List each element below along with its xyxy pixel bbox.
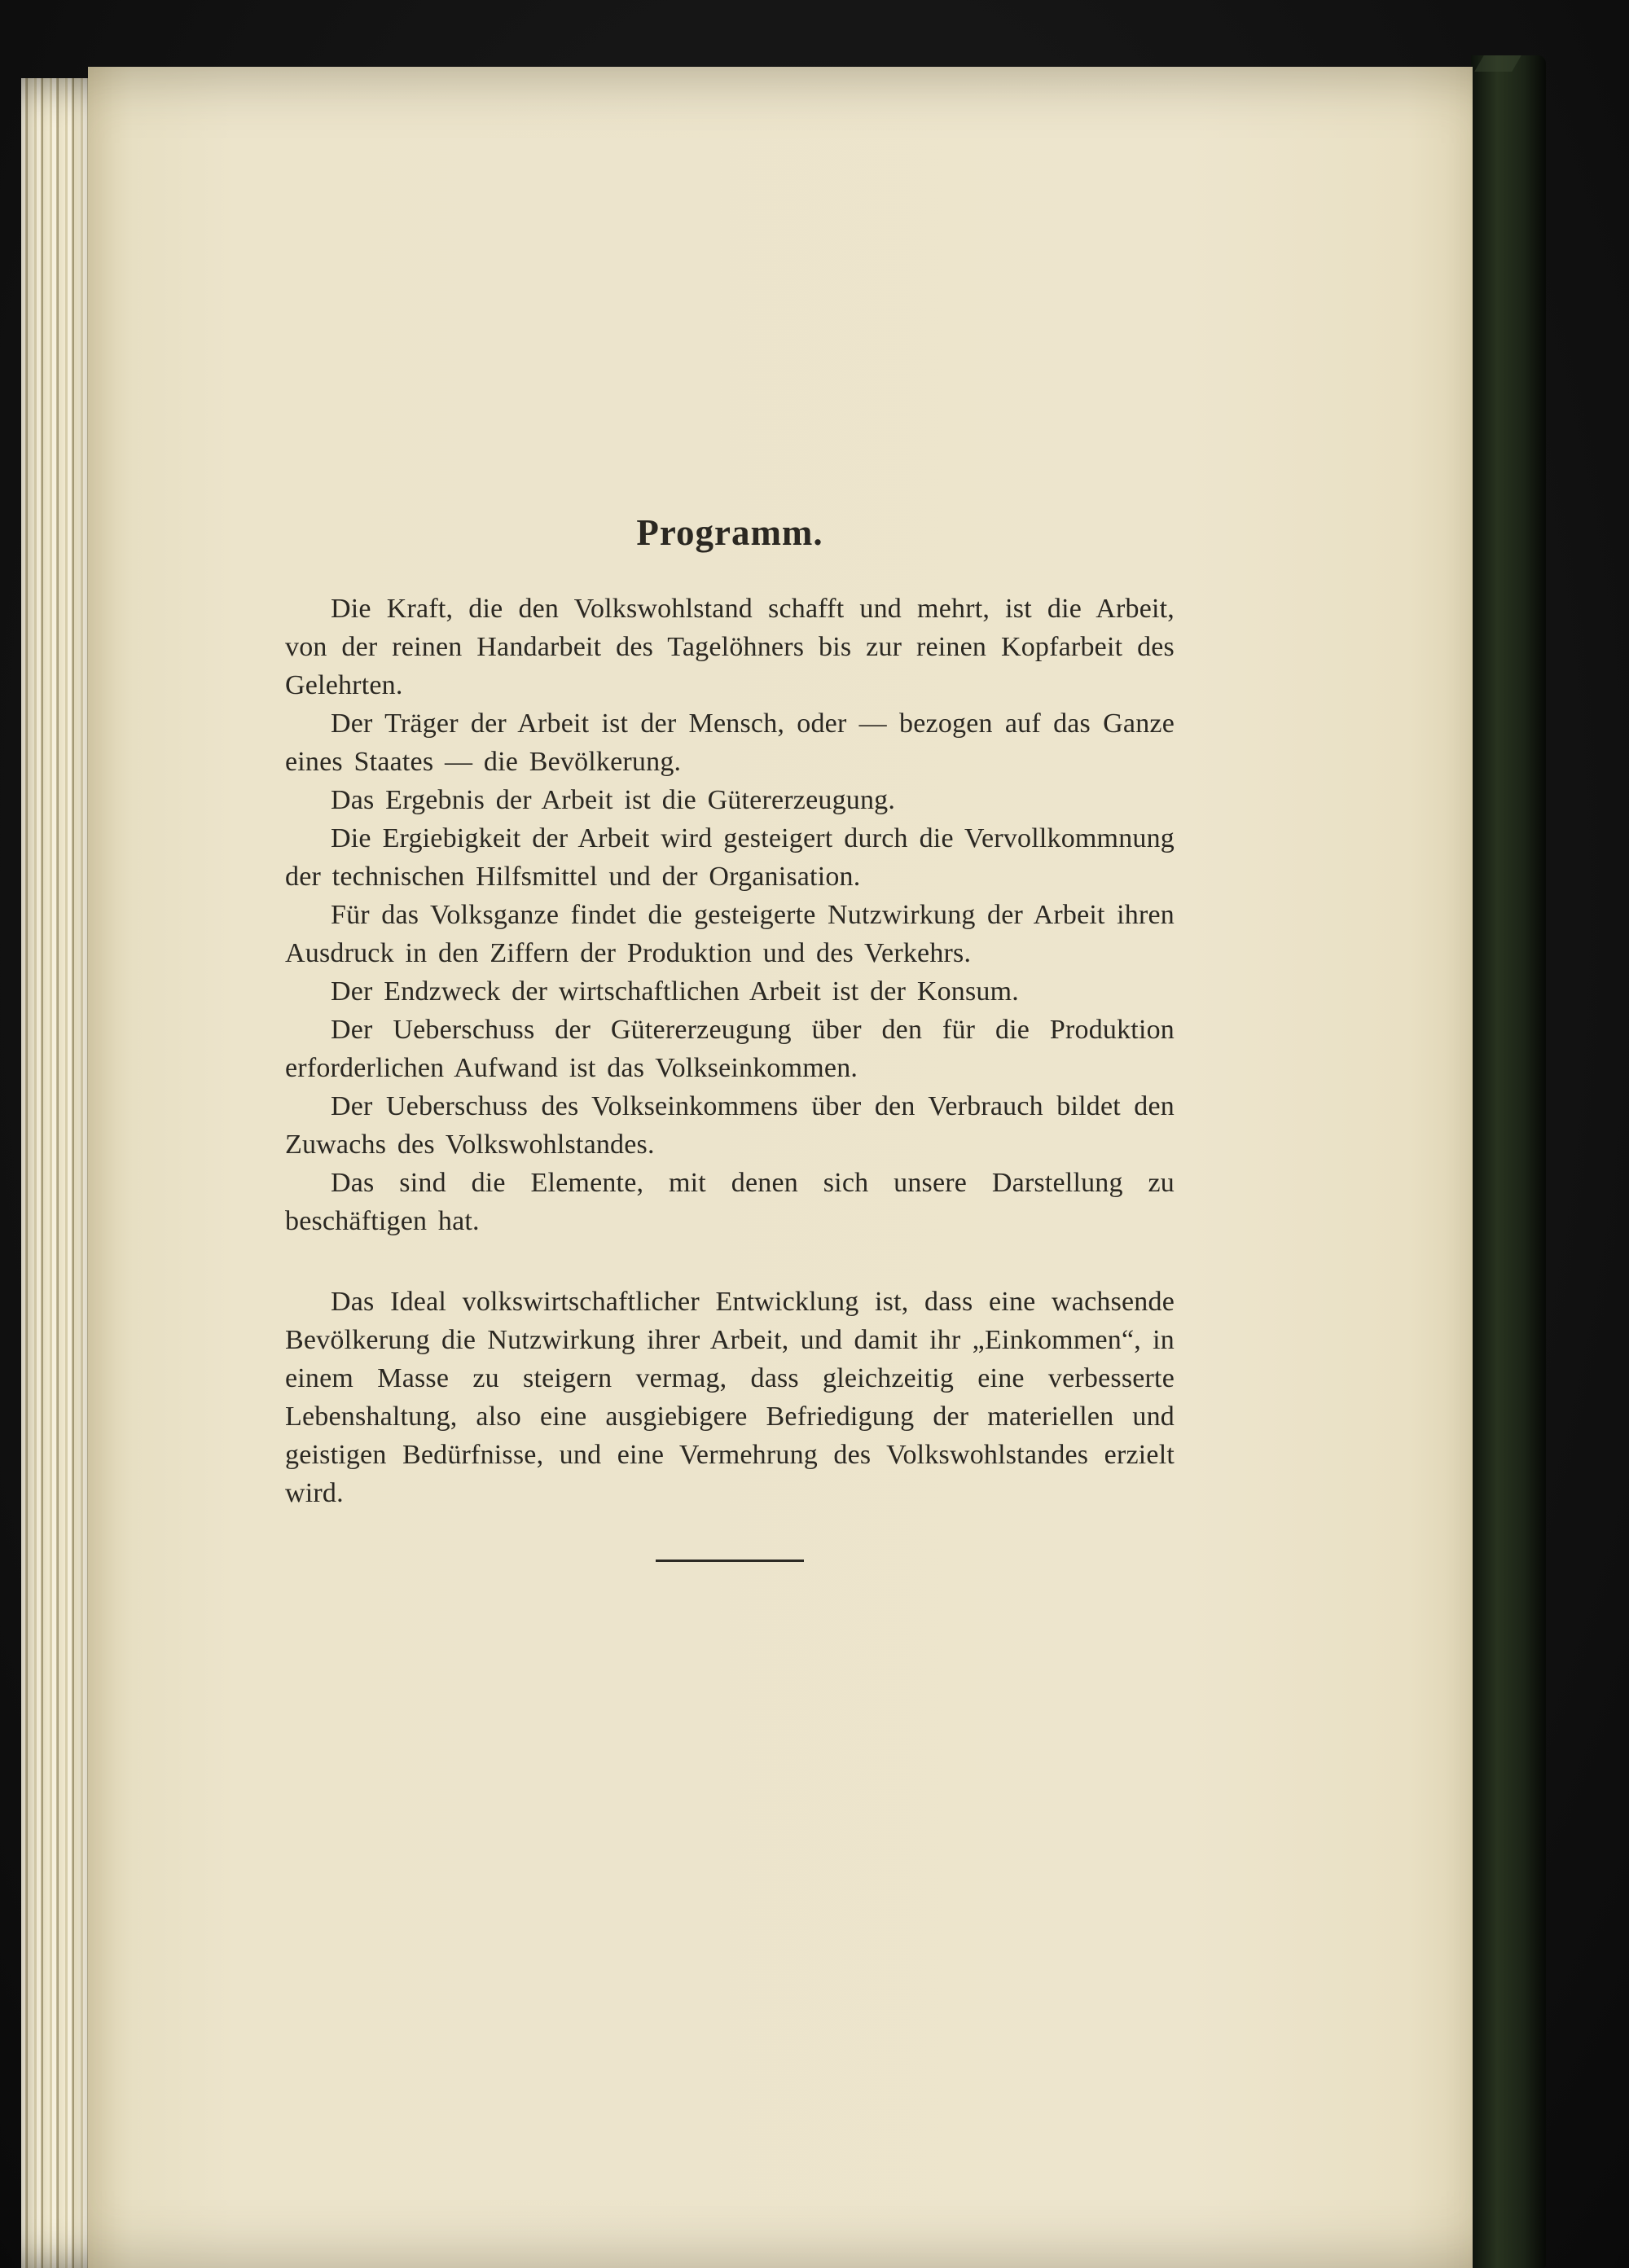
paragraph: Das Ergebnis der Arbeit ist die Gütererzeugung. bbox=[331, 785, 896, 815]
paragraph: Das sind die Elemente, mit denen sich unsere Darstellung zu beschäftigen hat. bbox=[285, 1168, 1175, 1236]
paragraph: Für das Volksganze findet die gesteigerte Nutzwirkung der Arbeit ihren Ausdruck in den Ziffern der Produktion und des Verkehrs. bbox=[285, 900, 1175, 968]
text-block bbox=[285, 511, 1175, 1562]
book-page bbox=[88, 67, 1473, 2268]
page-title: Programm. bbox=[636, 512, 823, 553]
page-edge-stack bbox=[21, 78, 91, 2268]
paragraph: Der Ueberschuss des Volkseinkommens über den Verbrauch bildet den Zuwachs des Volkswohlstandes. bbox=[285, 1091, 1175, 1160]
paragraph: Der Träger der Arbeit ist der Mensch, oder — bezogen auf das Ganze eines Staates — die Bevölkerung. bbox=[285, 708, 1175, 777]
paragraph: Der Ueberschuss der Gütererzeugung über den für die Produktion erforderlichen Aufwand ist das Volkseinkommen. bbox=[285, 1015, 1175, 1083]
paragraph: Die Ergiebigkeit der Arbeit wird gesteigert durch die Vervollkommnung der technischen Hilfsmittel und der Organisation. bbox=[285, 823, 1175, 892]
section-divider bbox=[656, 1560, 804, 1562]
paragraph: Die Kraft, die den Volkswohlstand schafft und mehrt, ist die Arbeit, von der reinen Handarbeit des Tagelöhners bis zur reinen Kopfarbeit des Gelehrten. bbox=[285, 594, 1175, 700]
book-cover-edge bbox=[1471, 55, 1546, 2268]
paragraph: Der Endzweck der wirtschaftlichen Arbeit ist der Konsum. bbox=[331, 976, 1019, 1007]
paragraph: Das Ideal volkswirtschaftlicher Entwicklung ist, dass eine wachsende Bevölkerung die Nutzwirkung ihrer Arbeit, und damit ihr „Einkommen“, in einem Masse zu steigern vermag, dass gleichzeitig eine verbesserte Lebenshaltung, also eine ausgiebigere Befriedigung der materiellen und geistigen Bedürfnisse, und eine Vermehrung des Volkswohlstandes erzielt wird. bbox=[285, 1287, 1175, 1508]
